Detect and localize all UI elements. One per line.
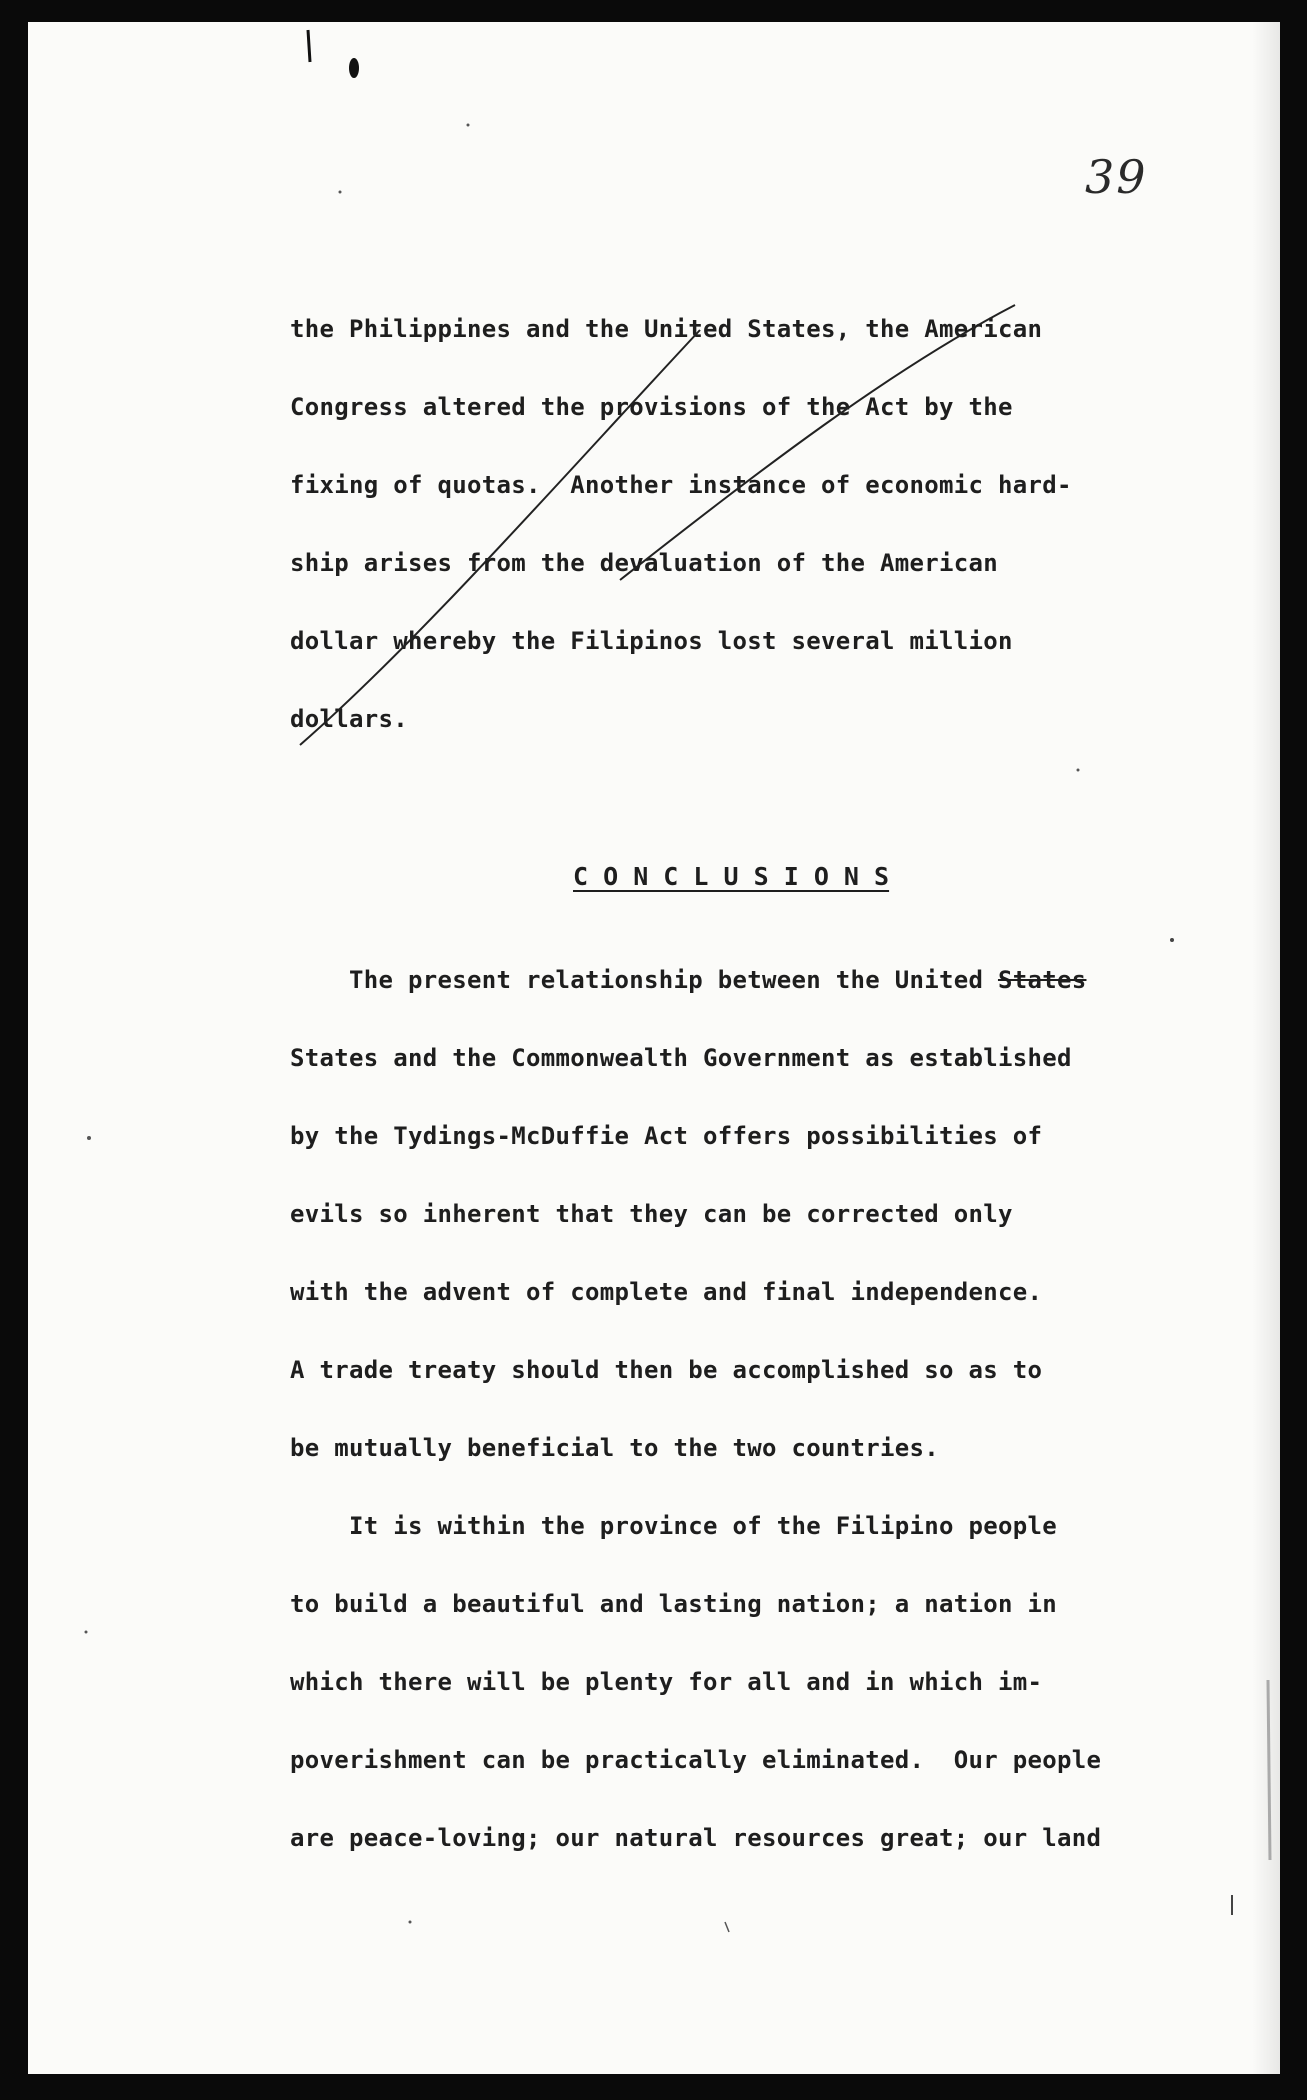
text-line-lead: The present relationship between the United xyxy=(290,966,998,994)
text-line: poverishment can be practically eliminated. Our people xyxy=(290,1746,1102,1774)
text-line: to build a beautiful and lasting nation; a nation in xyxy=(290,1590,1057,1618)
handwritten-page-number: 39 xyxy=(1085,150,1148,204)
text-line: dollars. xyxy=(290,705,408,733)
text-line: be mutually beneficial to the two countries. xyxy=(290,1434,939,1462)
text-line: It is within the province of the Filipino people xyxy=(290,1512,1057,1540)
text-line: ship arises from the devaluation of the American xyxy=(290,549,998,577)
text-line: evils so inherent that they can be corrected only xyxy=(290,1200,1013,1228)
text-line: Congress altered the provisions of the Act by the xyxy=(290,393,1013,421)
text-line: which there will be plenty for all and in which im- xyxy=(290,1668,1043,1696)
text-line: States and the Commonwealth Government as established xyxy=(290,1044,1072,1072)
text-line: A trade treaty should then be accomplished so as to xyxy=(290,1356,1043,1384)
page-edge-shadow xyxy=(1252,22,1280,2074)
text-line: fixing of quotas. Another instance of economic hard- xyxy=(290,471,1072,499)
text-line: are peace-loving; our natural resources great; our land xyxy=(290,1824,1102,1852)
struck-word: States xyxy=(997,966,1087,994)
text-line: dollar whereby the Filipinos lost several million xyxy=(290,627,1013,655)
text-line: the Philippines and the United States, the American xyxy=(290,315,1043,343)
text-line-first xyxy=(290,966,1086,994)
text-line: with the advent of complete and final independence. xyxy=(290,1278,1043,1306)
section-heading: C O N C L U S I O N S xyxy=(573,862,890,891)
text-line: by the Tydings-McDuffie Act offers possibilities of xyxy=(290,1122,1043,1150)
